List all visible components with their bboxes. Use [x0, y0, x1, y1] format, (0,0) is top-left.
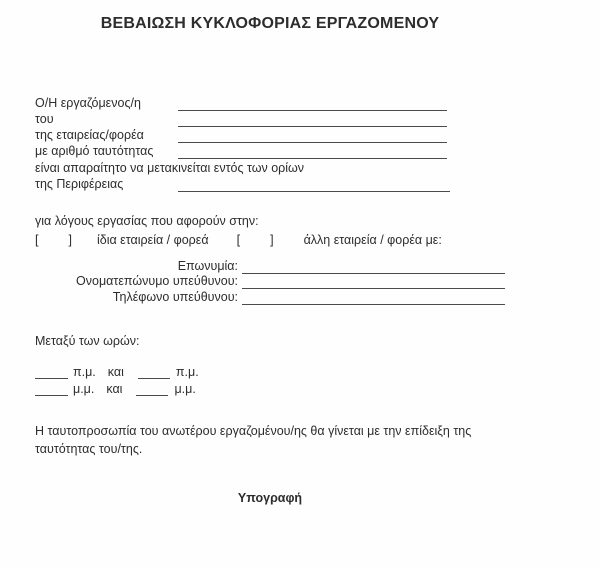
- field-row-company-name: [35, 258, 505, 274]
- father-name-input-line[interactable]: [178, 112, 447, 127]
- conjunction-label: και: [107, 365, 124, 379]
- field-label: Ονοματεπώνυμο υπεύθυνου:: [76, 274, 238, 288]
- hours-intro-text: Μεταξύ των ωρών:: [35, 334, 140, 348]
- reason-intro-text: για λόγους εργασίας που αφορούν στην:: [35, 214, 259, 228]
- field-label: Τηλέφωνο υπεύθυνου:: [112, 289, 238, 304]
- field-row-id-number: [35, 143, 447, 159]
- hour-to-am-input-line[interactable]: [138, 366, 170, 379]
- field-row-contact-name: [35, 274, 505, 290]
- company-name-input-line[interactable]: [242, 260, 505, 274]
- note-line: Η ταυτοπροσωπία του ανωτέρου εργαζομένου/ης θα γίνεται με την επίδειξη της: [35, 424, 472, 438]
- identity-verification-note: [35, 423, 535, 458]
- conjunction-label: και: [106, 382, 123, 396]
- hour-from-am-input-line[interactable]: [35, 366, 68, 379]
- pm-unit-label: μ.μ.: [73, 382, 95, 396]
- hours-row-am: [35, 364, 199, 379]
- page-title: ΒΕΒΑΙΩΣΗ ΚΥΚΛΟΦΟΡΙΑΣ ΕΡΓΑΖΟΜΕΝΟΥ: [100, 15, 440, 32]
- employee-fields-block: [35, 95, 447, 159]
- hours-row-pm: [35, 381, 196, 396]
- am-unit-label: π.μ.: [73, 365, 96, 379]
- company-input-line[interactable]: [178, 128, 447, 143]
- bracket-open: [: [236, 233, 241, 247]
- field-label: με αριθμό ταυτότητας: [35, 144, 154, 158]
- am-unit-label: π.μ.: [175, 365, 199, 379]
- field-label: της εταιρείας/φορέα: [35, 128, 144, 142]
- other-company-label: άλλη εταιρεία / φορέα με:: [303, 233, 442, 247]
- bracket-close: ]: [68, 233, 72, 247]
- id-number-input-line[interactable]: [178, 144, 447, 159]
- checkbox-other-company[interactable]: [237, 233, 274, 247]
- contact-phone-input-line[interactable]: [242, 291, 505, 305]
- bracket-close: ]: [270, 233, 274, 247]
- company-details-block: [35, 258, 505, 305]
- bracket-open: [: [35, 233, 39, 247]
- movement-clause-block: [35, 160, 450, 192]
- hour-from-pm-input-line[interactable]: [35, 383, 68, 396]
- field-label: του: [35, 112, 54, 126]
- field-row-employee-name: [35, 95, 447, 111]
- field-row-father-name: [35, 111, 447, 127]
- signature-label: Υπογραφή: [237, 491, 303, 505]
- field-label: της Περιφέρειας: [35, 177, 124, 191]
- hour-to-pm-input-line[interactable]: [136, 383, 168, 396]
- field-row-contact-phone: [35, 289, 505, 305]
- pm-unit-label: μ.μ.: [174, 382, 196, 396]
- company-type-row: [35, 233, 442, 247]
- field-label: Ο/Η εργαζόμενος/η: [35, 96, 141, 110]
- note-line: ταυτότητας του/της.: [35, 441, 143, 456]
- checkbox-same-company[interactable]: [35, 233, 72, 247]
- employee-name-input-line[interactable]: [178, 96, 447, 111]
- contact-name-input-line[interactable]: [242, 275, 505, 289]
- region-input-line[interactable]: [178, 177, 450, 192]
- clause-text: είναι απαραίτητο να μετακινείται εντός των ορίων: [35, 161, 305, 175]
- field-row-company: [35, 127, 447, 143]
- field-row-region: [35, 176, 450, 192]
- field-label: Επωνυμία:: [177, 258, 238, 273]
- same-company-label: ίδια εταιρεία / φορεά: [96, 233, 209, 247]
